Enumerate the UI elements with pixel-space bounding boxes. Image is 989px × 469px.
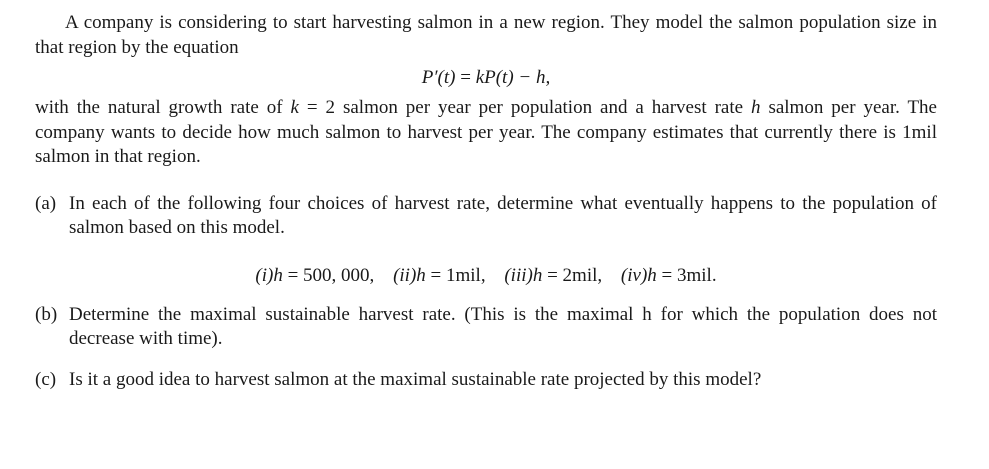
intro-paragraph xyxy=(35,11,937,60)
h-variable: h xyxy=(751,97,761,118)
part-b-tag: (b) xyxy=(35,303,58,325)
choice-1-value: = 500, 000, xyxy=(282,264,375,286)
k-variable: k xyxy=(290,97,299,118)
equation-equals: = xyxy=(460,67,471,88)
choice-4-var: h xyxy=(647,264,657,286)
initial-population: 1mil xyxy=(902,121,937,143)
choice-4-label: (iv) xyxy=(620,264,648,286)
equation-lhs: P′(t) xyxy=(421,67,456,88)
choice-2-var: h xyxy=(416,264,426,286)
spacer xyxy=(35,170,937,192)
choice-3 xyxy=(504,265,602,286)
choice-2-value: = 1mil, xyxy=(425,264,486,286)
choice-2 xyxy=(393,265,486,286)
part-c-text: Is it a good idea to harvest salmon at the maximal sustainable rate projected by this model? xyxy=(69,368,762,390)
problem-document xyxy=(35,11,937,392)
choice-3-var: h xyxy=(532,264,543,286)
harvest-choices xyxy=(35,261,937,291)
part-b-text: Determine the maximal sustainable harvest rate. (This is the maximal h for which the population does not decrease with time). xyxy=(69,303,937,349)
intro-text: A company is considering to start harvesting salmon in a new region. They model the salmon population size in that region by the equation xyxy=(35,12,937,58)
part-a-tag: (a) xyxy=(35,192,57,214)
choice-3-label: (iii) xyxy=(504,264,533,286)
continuation-text-4: salmon in that region. xyxy=(35,146,201,167)
part-c-tag: (c) xyxy=(35,368,57,390)
continuation-text-2: salmon per year per population and a harvest rate xyxy=(335,97,751,118)
part-a-text: In each of the following four choices of harvest rate, determine what eventually happens to the population of salmon based on this model. xyxy=(69,192,937,238)
choice-3-value: = 2mil, xyxy=(542,264,603,286)
choice-1-var: h xyxy=(273,264,283,286)
continuation-paragraph xyxy=(35,96,937,170)
part-a xyxy=(35,192,937,241)
choice-2-label: (ii) xyxy=(393,264,417,286)
choice-4-value: = 3mil. xyxy=(656,264,717,286)
choice-1-label: (i) xyxy=(255,264,274,286)
part-b xyxy=(35,303,937,352)
part-c xyxy=(35,368,937,393)
k-value: = 2 xyxy=(298,97,336,118)
differential-equation xyxy=(35,63,937,93)
choice-4 xyxy=(621,265,717,286)
continuation-text-1: with the natural growth rate of xyxy=(35,97,291,118)
choice-1 xyxy=(255,265,374,286)
equation-rhs: kP(t) − h, xyxy=(475,67,551,88)
continuation-text-3: salmon per year. The company wants to decide how much salmon to harvest per year. The company estimates that currently there is xyxy=(35,97,937,143)
